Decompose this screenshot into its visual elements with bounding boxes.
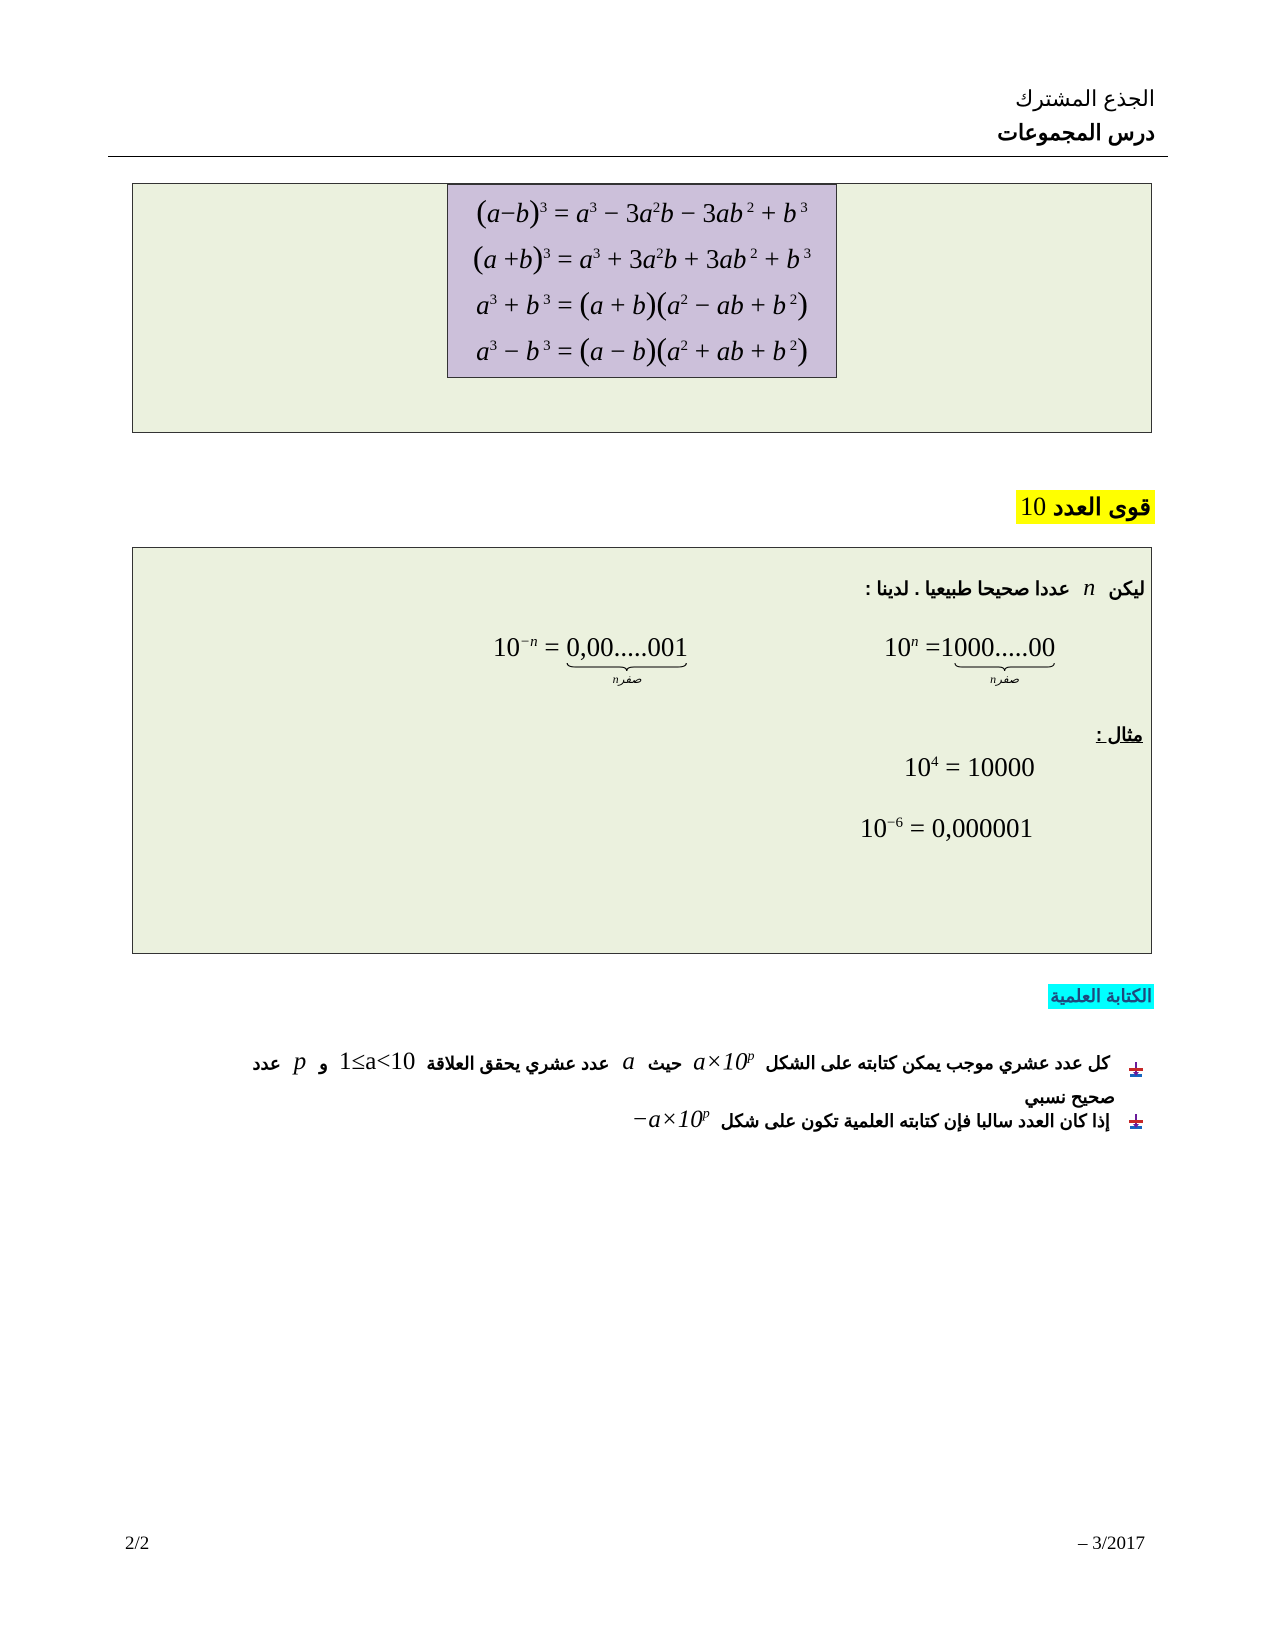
bullet1-text-4: و <box>319 1053 328 1074</box>
powers-title-text: قوى العدد <box>1052 494 1151 521</box>
identity-sum-of-cubes: $a^3 + b$ $^3 = (a + b)(a^2$ − ab + b $^2$) <box>476 285 808 321</box>
bullet2-text: إذا كان العدد سالبا فإن كتابته العلمية تكون على شكل <box>720 1111 1110 1131</box>
bullet1-relation: 1≤a<10 <box>339 1048 416 1076</box>
intro-rest: عددا صحيحا طبيعيا . لدينا : <box>864 579 1070 600</box>
negative-rhs-braced: 0,00.....001 <box>566 632 688 662</box>
footer-page-number: 2/2 <box>125 1533 150 1554</box>
intro-var-n: n <box>1083 575 1096 601</box>
bullet1-text-5: عدد <box>252 1053 281 1074</box>
example-2: $10^{-6} = 0,000001$ <box>860 813 1033 843</box>
powers-title-number: 10 <box>1020 492 1047 521</box>
bullet-arrow-icon <box>1127 1113 1145 1131</box>
bullet1-math-form <box>687 1040 760 1079</box>
negative-lhs-exp: −n <box>520 634 538 650</box>
example2-exp: −6 <box>887 815 903 831</box>
bullet1-text-2: حيث <box>647 1053 683 1074</box>
positive-lhs-base: 10 <box>884 632 911 662</box>
bullet1-math-base: a×10 <box>693 1048 748 1076</box>
footer-date: – 3/2017 <box>1077 1533 1145 1554</box>
positive-lhs-exp: n <box>911 634 919 650</box>
bullet1-text-1: كل عدد عشري موجب يمكن كتابته على الشكل <box>765 1053 1110 1074</box>
intro-let: ليكن <box>1108 579 1145 600</box>
example-1: $10^4 = 10000$ <box>904 752 1035 782</box>
bullet2-math-base: −a×10 <box>631 1106 703 1133</box>
bullet2-math <box>625 1106 715 1134</box>
header-divider <box>108 156 1168 157</box>
example-label: مثال : <box>1095 725 1143 746</box>
bullet-item-1 <box>145 1040 1145 1114</box>
identity-cube-sum: $(a +b)^3 = a^3 + 3a^2b + 3ab$ $^2$ + b $^3$ <box>472 239 812 275</box>
bullet1-math-exp: p <box>747 1049 755 1064</box>
identities-formula-box <box>447 184 837 378</box>
positive-rhs-lead: 1 <box>940 632 954 662</box>
positive-power-formula: $10^n =1000.....00$ nصفر <box>884 632 1056 686</box>
negative-lhs-base: 10 <box>493 632 520 662</box>
scientific-notation-title: الكتابة العلمية <box>1048 984 1154 1009</box>
identity-difference-of-cubes: $a^3 - b$ $^3 = (a - b)(a^2$ + ab + b $^2$) <box>476 331 808 367</box>
underbrace <box>566 662 688 672</box>
bullet1-var-a: a <box>622 1048 635 1076</box>
positive-rhs-braced: 000.....00 <box>953 632 1056 662</box>
bullet1-var-p: p <box>293 1048 307 1076</box>
bullet1-text-3: عدد عشري يحقق العلاقة <box>426 1053 610 1074</box>
header-subject: الجذع المشترك <box>1015 86 1155 111</box>
underbrace <box>954 662 1055 672</box>
negative-power-formula: $10^{-n} = 0,00.....001$ nصفر <box>493 632 688 686</box>
identity-cube-difference: $(a-b)^3 = a^3 - 3a^2b - 3ab$ $^2$ + b $^3$ <box>476 193 808 229</box>
header-lesson-title: درس المجموعات <box>997 120 1155 145</box>
bullet1-line2: صحيح نسبي <box>1024 1087 1115 1108</box>
bullet-item-2 <box>145 1106 1145 1134</box>
underbrace-label: nصفر <box>612 672 642 686</box>
powers-box <box>132 547 1152 954</box>
underbrace-label: nصفر <box>990 672 1020 686</box>
example1-value: 10000 <box>967 752 1035 782</box>
bullet-arrow-icon <box>1127 1056 1145 1074</box>
example1-exp: 4 <box>931 754 939 770</box>
powers-of-ten-title <box>1016 490 1155 524</box>
powers-intro <box>865 575 1145 602</box>
example2-value: 0,000001 <box>931 813 1033 843</box>
example2-base: 10 <box>860 813 887 843</box>
example1-base: 10 <box>904 752 931 782</box>
bullet2-math-exp: p <box>702 1106 710 1122</box>
